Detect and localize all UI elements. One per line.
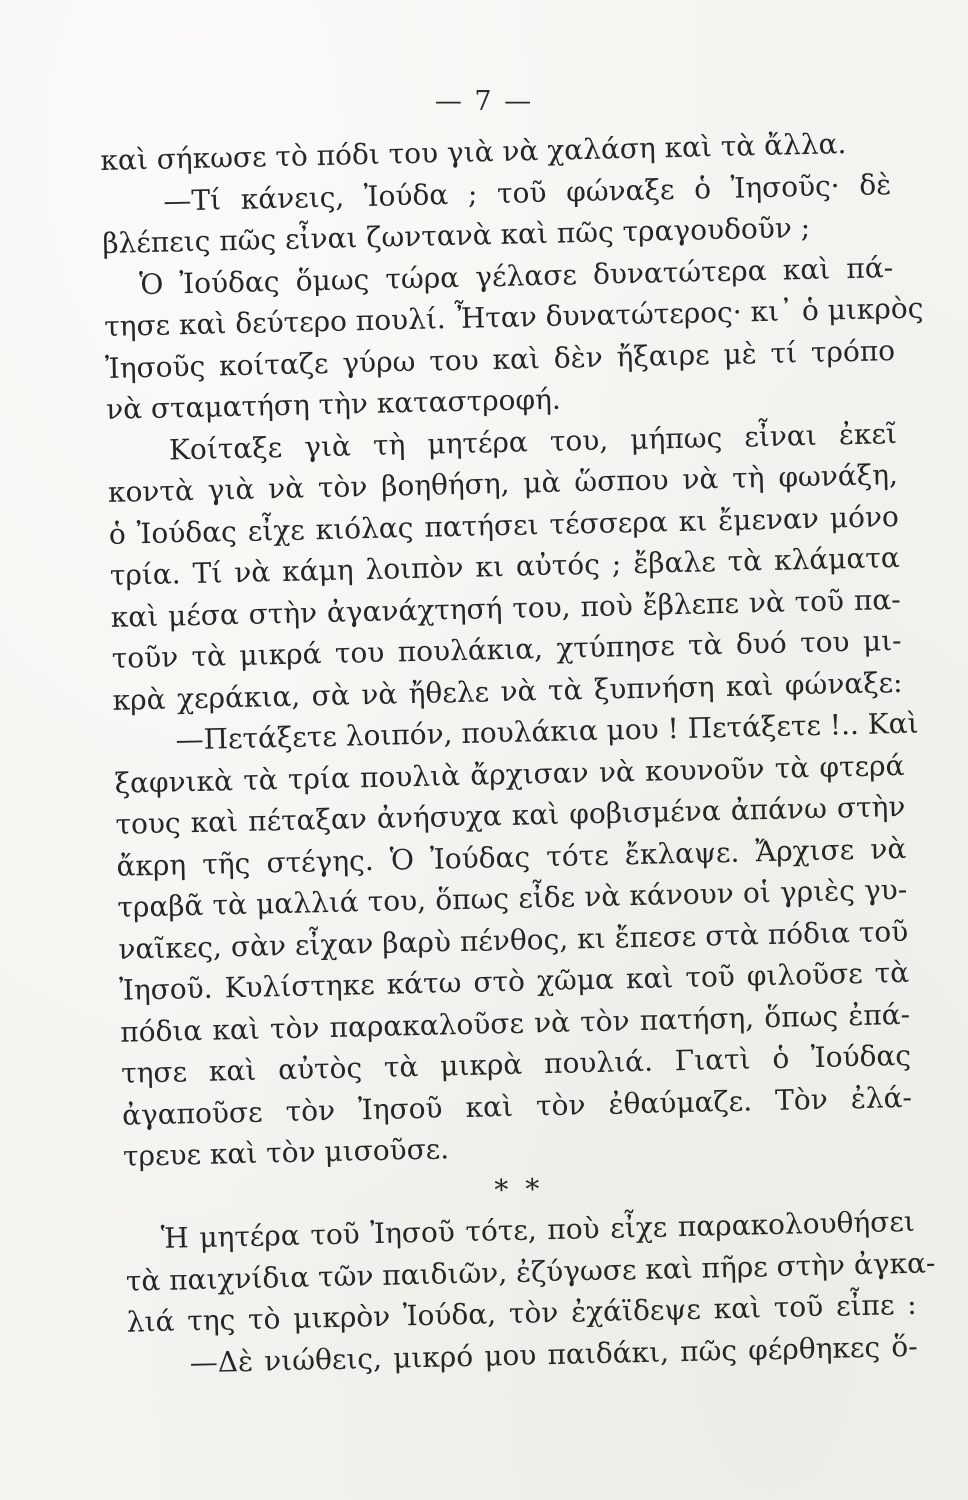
text-line: ὁ Ἰούδας εἶχε κιόλας πατήσει τέσσερα κι ἔμεναν μόνο <box>108 499 900 551</box>
text-line: ξαφνικὰ τὰ τρία πουλιὰ ἄρχισαν νὰ κουνοῦν τὰ φτερά <box>114 748 905 800</box>
text-line: τοῦν τὰ μικρά του πουλάκια, χτύπησε τὰ δυό του μι- <box>111 623 902 675</box>
text-line: τραβᾶ τὰ μαλλιά του, ὅπως εἶδε νὰ κάνουν οἱ γριὲς γυ- <box>117 872 908 924</box>
text-line: —Τί κάνεις, Ἰούδα ; τοῦ φώναξε ὁ Ἰησοῦς· δὲ <box>163 167 892 218</box>
text-line: Ἰησοῦς κοίταζε γύρω του καὶ δὲν ἤξαιρε μὲ τί τρόπο <box>104 333 896 385</box>
text-line: ἀγαποῦσε τὸν Ἰησοῦ καὶ τὸν ἐθαύμαζε. Τὸν ἐλά- <box>121 1080 913 1132</box>
text-line: νὰ σταματήση τὴν καταστροφή. <box>105 382 562 426</box>
text-line: κρὰ χεράκια, σὰ νὰ ἤθελε νὰ τὰ ξυπνήση καὶ φώναξε: <box>112 665 903 717</box>
text-line: Ἰησοῦ. Κυλίστηκε κάτω στὸ χῶμα καὶ τοῦ φιλοῦσε τὰ <box>118 955 910 1007</box>
section-separator: * * <box>494 1171 544 1206</box>
text-line: Ὁ Ἰούδας ὅμως τώρα γέλασε δυνατώτερα καὶ πά- <box>138 250 894 301</box>
text-line: Ἡ μητέρα τοῦ Ἰησοῦ τότε, ποὺ εἶχε παρακολουθήσει <box>160 1204 916 1255</box>
text-line: λιά της τὸ μικρὸν Ἰούδα, τὸν ἐχάϊδεψε καὶ τοῦ εἶπε : <box>126 1287 917 1339</box>
text-line: —Πετάξετε λοιπόν, πουλάκια μου ! Πετάξετε !.. Καὶ <box>175 706 919 757</box>
text-line: —Δὲ νιώθεις, μικρό μου παιδάκι, πῶς φέρθηκες ὅ- <box>189 1329 918 1379</box>
text-line: τὰ παιχνίδια τῶν παιδιῶν, ἐζύγωσε καὶ πῆρε στὴν ἀγκα- <box>125 1245 936 1298</box>
page-number: — 7 — <box>434 86 534 117</box>
text-line: καὶ σήκωσε τὸ πόδι του γιὰ νὰ χαλάση καὶ τὰ ἄλλα. <box>100 127 847 177</box>
text-line: τησε καὶ αὐτὸς τὰ μικρὰ πουλιά. Γιατὶ ὁ Ἰούδας <box>120 1038 912 1090</box>
text-line: ἄκρη τῆς στέγης. Ὁ Ἰούδας τότε ἔκλαψε. Ἄρχισε νὰ <box>116 831 907 883</box>
text-line: Κοίταξε γιὰ τὴ μητέρα του, μήπως εἶναι ἐκεῖ <box>168 416 898 467</box>
text-line: τησε καὶ δεύτερο πουλί. Ἦταν δυνατώτερος· κι᾿ ὁ μικρὸς <box>103 291 924 343</box>
text-line: πόδια καὶ τὸν παρακαλοῦσε νὰ τὸν πατήση, ὅπως ἐπά- <box>119 997 911 1049</box>
text-line: τρευε καὶ τὸν μισοῦσε. <box>122 1132 450 1173</box>
text-line: καὶ μέσα στὴν ἀγανάχτησή του, ποὺ ἔβλεπε νὰ τοῦ πα- <box>110 582 901 634</box>
text-line: τρία. Τί νὰ κάμη λοιπὸν κι αὐτός ; ἔβαλε τὰ κλάματα <box>109 540 901 592</box>
text-line: τους καὶ πέταξαν ἀνήσυχα καὶ φοβισμένα ἀπάνω στὴν <box>115 789 906 841</box>
text-line: ναῖκες, σὰν εἶχαν βαρὺ πένθος, κι ἔπεσε στὰ πόδια τοῦ <box>117 914 909 966</box>
body-text <box>100 122 936 1385</box>
text-line: βλέπεις πῶς εἶναι ζωντανὰ καὶ πῶς τραγουδοῦν ; <box>101 210 811 260</box>
text-line: κοντὰ γιὰ νὰ τὸν βοηθήση, μὰ ὥσπου νὰ τὴ φωνάξη, <box>107 457 899 509</box>
